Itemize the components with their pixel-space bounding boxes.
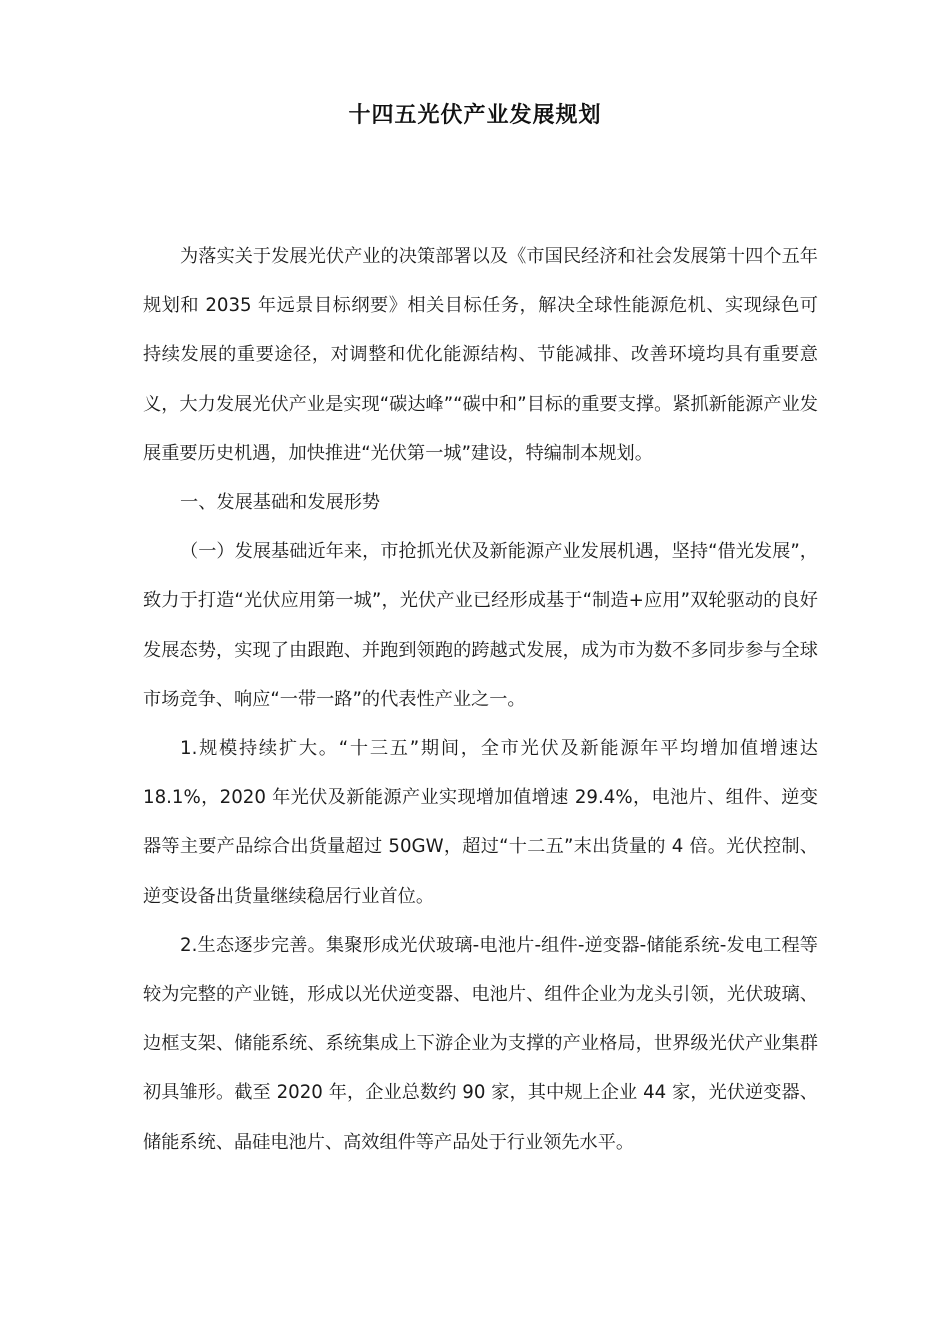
- document-title: 十四五光伏产业发展规划: [348, 103, 602, 128]
- paragraph-ecosystem: 2.生态逐步完善。集聚形成光伏玻璃-电池片-组件-逆变器-储能系统-发电工程等较为完整的产业链，形成以光伏逆变器、电池片、组件企业为龙头引领，光伏玻璃、边框支架、储能系统、系统集成上下游企业为支撑的产业格局，世界级光伏产业集群初具雏形。截至 2020 年，企业总数约 90 家，其中规上企业 44 家，光伏逆变器、储能系统、晶硅电池片、高效组件等产品处于行业领先水平。: [143, 934, 818, 1153]
- document-body: [143, 232, 818, 1167]
- paragraph-development-basis: （一）发展基础近年来，市抢抓光伏及新能源产业发展机遇，坚持“借光发展”，致力于打造“光伏应用第一城”，光伏产业已经形成基于“制造+应用”双轮驱动的良好发展态势，实现了由跟跑、并跑到领跑的跨越式发展，成为市为数不多同步参与全球市场竞争、响应“一带一路”的代表性产业之一。: [143, 541, 818, 710]
- paragraph-scale-expansion: 1.规模持续扩大。“十三五”期间，全市光伏及新能源年平均增加值增速达 18.1%，2020 年光伏及新能源产业实现增加值增速 29.4%，电池片、组件、逆变器等主要产品综合出货量超过 50GW，超过“十二五”末出货量的 4 倍。光伏控制、逆变设备出货量继续稳居行业首位。: [143, 738, 818, 907]
- paragraph-intro: 为落实关于发展光伏产业的决策部署以及《市国民经济和社会发展第十四个五年规划和 2035 年远景目标纲要》相关目标任务，解决全球性能源危机、实现绿色可持续发展的重要途径，对调整和优化能源结构、节能减排、改善环境均具有重要意义，大力发展光伏产业是实现“碳达峰”“碳中和”目标的重要支撑。紧抓新能源产业发展重要历史机遇，加快推进“光伏第一城”建设，特编制本规划。: [143, 246, 818, 464]
- section-heading-development-basis: 一、发展基础和发展形势: [180, 492, 381, 514]
